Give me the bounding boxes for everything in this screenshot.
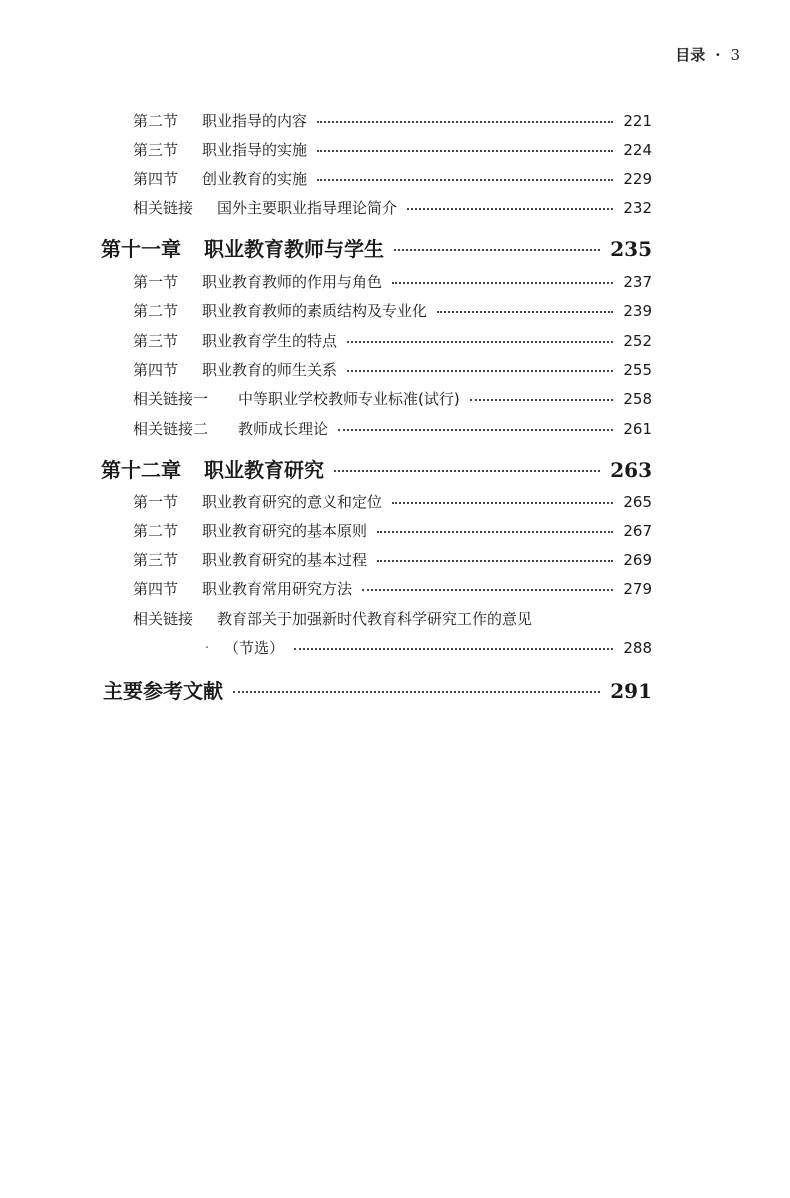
toc-entry[interactable] [133,330,652,352]
dot-leader [437,311,613,313]
toc-entry-page: 232 [623,199,652,217]
toc-entry-title: 职业指导的实施 [202,141,308,159]
toc-entry-label: 第二节 [133,112,179,130]
toc-entry-title: 职业教育研究的基本原则 [202,522,368,540]
toc-entry-page: 258 [623,390,652,408]
dot-leader [347,341,613,343]
toc-entry-label: 第三节 [133,332,179,350]
dot-leader [338,429,613,431]
toc-references[interactable] [103,676,652,706]
chapter-page: 263 [610,458,652,482]
print-mark: · [205,641,210,656]
toc-entry-page: 239 [623,302,652,320]
header-page-number: 3 [730,46,740,64]
toc-entry[interactable] [133,388,652,410]
toc-entry-page: 255 [623,361,652,379]
toc-entry-label: 相关链接 [133,610,194,628]
toc-entry-page: 288 [623,639,652,657]
dot-leader [317,121,613,123]
toc-entry-title: 职业教育研究的基本过程 [202,551,368,569]
dot-leader [233,691,600,693]
toc-entry[interactable] [133,271,652,293]
toc-entry-title-line1: 教育部关于加强新时代教育科学研究工作的意见 [217,610,533,628]
toc-entry-label: 第二节 [133,522,179,540]
toc-entry[interactable] [133,578,652,600]
toc-entry-related-link[interactable] [133,608,532,630]
toc-chapter-11[interactable] [101,234,652,264]
toc-entry[interactable] [133,520,652,542]
toc-chapter-12[interactable] [101,455,652,485]
toc-entry[interactable] [133,549,652,571]
toc-entry-label: 相关链接二 [133,420,209,438]
toc-entry-page: 269 [623,551,652,569]
toc-entry-page: 237 [623,273,652,291]
dot-leader [392,502,613,504]
header-section-title: 目录 [675,46,706,64]
toc-entry-page: 221 [623,112,652,130]
toc-entry-page: 224 [623,141,652,159]
toc-entry-title: 职业教育研究的意义和定位 [202,493,383,511]
toc-entry-title: 职业教育学生的特点 [202,332,338,350]
dot-leader [392,282,613,284]
dot-leader [377,531,613,533]
toc-entry-label: 第三节 [133,551,179,569]
toc-entry-label: 第二节 [133,302,179,320]
toc-entry-title: 国外主要职业指导理论简介 [217,199,398,217]
toc-entry-title: 职业教育教师的素质结构及专业化 [202,302,428,320]
header-separator: · [715,46,721,64]
toc-entry-title: 教师成长理论 [238,420,329,438]
toc-entry-title: 职业指导的内容 [202,112,308,130]
dot-leader [470,399,614,401]
toc-entry-title: 职业教育的师生关系 [202,361,338,379]
toc-entry-label: 第四节 [133,361,179,379]
references-page: 291 [610,679,652,703]
toc-entry-label: 第三节 [133,141,179,159]
dot-leader [294,648,613,650]
toc-entry[interactable] [133,491,652,513]
chapter-title: 职业教育研究 [204,458,324,482]
toc-entry-page: 252 [623,332,652,350]
dot-leader [362,589,613,591]
dot-leader [407,208,613,210]
toc-entry-page: 265 [623,493,652,511]
dot-leader [347,370,613,372]
toc-entry-page: 267 [623,522,652,540]
toc-entry[interactable] [133,197,652,219]
toc-entry-label: 第一节 [133,273,179,291]
toc-entry[interactable] [133,300,652,322]
toc-entry-title: 职业教育教师的作用与角色 [202,273,383,291]
toc-entry-page: 229 [623,170,652,188]
toc-entry[interactable] [133,110,652,132]
chapter-page: 235 [610,237,652,261]
toc-entry-label: 相关链接一 [133,390,209,408]
dot-leader [317,179,613,181]
toc-entry-label: 第四节 [133,580,179,598]
toc-entry[interactable] [133,139,652,161]
toc-entry-label: 第一节 [133,493,179,511]
toc-entry[interactable] [133,168,652,190]
toc-entry-title: 职业教育常用研究方法 [202,580,353,598]
toc-entry-label: 第四节 [133,170,179,188]
toc-entry-label: 相关链接 [133,199,194,217]
dot-leader [334,470,600,472]
dot-leader [317,150,613,152]
toc-entry-title: 中等职业学校教师专业标准(试行) [238,390,460,408]
chapter-title: 职业教育教师与学生 [204,237,384,261]
toc-entry[interactable] [133,359,652,381]
references-title: 主要参考文献 [103,679,223,703]
running-header [675,44,740,65]
toc-entry-title: 创业教育的实施 [202,170,308,188]
toc-entry-page: 279 [623,580,652,598]
dot-leader [377,560,613,562]
toc-entry-page: 261 [623,420,652,438]
chapter-label: 第十一章 [101,237,181,261]
dot-leader [394,249,600,251]
toc-entry-title-line2: （节选） [224,639,285,657]
chapter-label: 第十二章 [101,458,181,482]
toc-entry-continuation[interactable] [224,637,652,659]
toc-entry[interactable] [133,418,652,440]
